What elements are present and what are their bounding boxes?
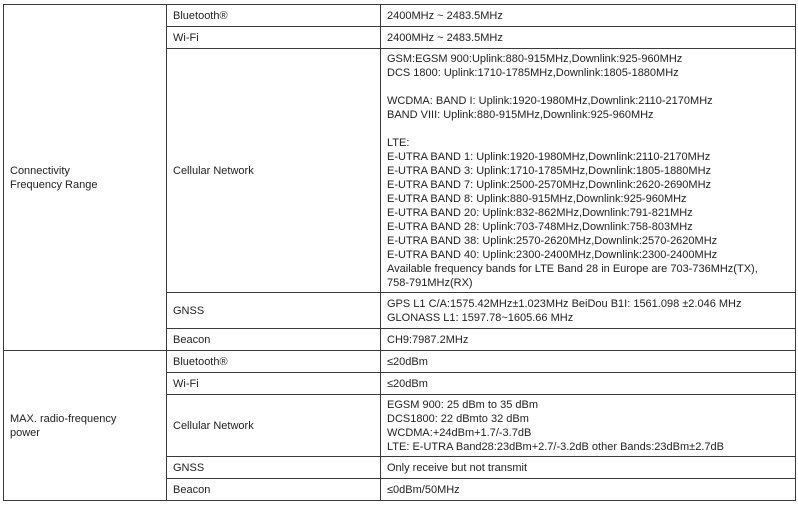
value-line: E-UTRA BAND 40: Uplink:2300-2400MHz,Downlink:2300-2400MHz (387, 248, 718, 261)
value-line: ≤20dBm (387, 377, 428, 390)
value-line: E-UTRA BAND 38: Uplink:2570-2620MHz,Downlink:2570-2620MHz (387, 234, 718, 247)
category-cell (4, 5, 167, 351)
category-label: Frequency Range (10, 178, 98, 191)
value-line: WCDMA: BAND I: Uplink:1920-1980MHz,Downlink:2110-2170MHz (387, 94, 713, 107)
item-label: GNSS (167, 293, 381, 329)
spec-row (4, 351, 796, 373)
item-label: Bluetooth® (167, 351, 381, 373)
item-label: Wi-Fi (167, 27, 381, 49)
value-line: GPS L1 C/A:1575.42MHz±1.023MHz BeiDou B1I: 1561.098 ±2.046 MHz (387, 297, 742, 310)
item-value (381, 329, 796, 351)
value-line: Available frequency bands for LTE Band 28 in Europe are 703-736MHz(TX), (387, 262, 758, 275)
value-line: GSM:EGSM 900:Uplink:880-915MHz,Downlink:925-960MHz (387, 52, 683, 65)
item-value (381, 479, 796, 501)
value-line: BAND VIII: Uplink:880-915MHz,Downlink:925-960MHz (387, 108, 654, 121)
value-line: LTE: E-UTRA Band28:23dBm+2.7/-3.2dB other Bands:23dBm±2.7dB (387, 440, 724, 453)
item-label: Bluetooth® (167, 5, 381, 27)
value-line: ≤0dBm/50MHz (387, 483, 460, 496)
item-value (381, 351, 796, 373)
value-line: E-UTRA BAND 1: Uplink:1920-1980MHz,Downlink:2110-2170MHz (387, 150, 711, 163)
spec-table (3, 4, 796, 501)
item-value (381, 457, 796, 479)
category-label: MAX. radio-frequency (10, 412, 117, 425)
item-value (381, 5, 796, 27)
value-line: EGSM 900: 25 dBm to 35 dBm (387, 398, 539, 411)
value-line: GLONASS L1: 1597.78~1605.66 MHz (387, 311, 574, 324)
item-label: Cellular Network (167, 395, 381, 457)
value-line: CH9:7987.2MHz (387, 333, 469, 346)
item-label: Cellular Network (167, 49, 381, 293)
value-line: 758-791MHz(RX) (387, 276, 473, 289)
value-line: 2400MHz ~ 2483.5MHz (387, 9, 503, 22)
blank-line (387, 122, 789, 136)
category-cell (4, 351, 167, 501)
item-label: GNSS (167, 457, 381, 479)
value-line: DCS1800: 22 dBmto 32 dBm (387, 412, 529, 425)
item-label: Beacon (167, 479, 381, 501)
value-line: E-UTRA BAND 20: Uplink:832-862MHz,Downlink:791-821MHz (387, 206, 693, 219)
item-value (381, 395, 796, 457)
value-line: E-UTRA BAND 8: Uplink:880-915MHz,Downlink:925-960MHz (387, 192, 687, 205)
item-value (381, 27, 796, 49)
value-line: E-UTRA BAND 28: Uplink:703-748MHz,Downlink:758-803MHz (387, 220, 693, 233)
value-line: Only receive but not transmit (387, 461, 528, 474)
value-line: ≤20dBm (387, 355, 428, 368)
value-line: 2400MHz ~ 2483.5MHz (387, 31, 503, 44)
value-line: E-UTRA BAND 7: Uplink:2500-2570MHz,Downlink:2620-2690MHz (387, 178, 712, 191)
value-line: DCS 1800: Uplink:1710-1785MHz,Downlink:1805-1880MHz (387, 66, 679, 79)
item-label: Wi-Fi (167, 373, 381, 395)
item-value (381, 373, 796, 395)
spec-row (4, 5, 796, 27)
value-line: E-UTRA BAND 3: Uplink:1710-1785MHz,Downlink:1805-1880MHz (387, 164, 712, 177)
item-label: Beacon (167, 329, 381, 351)
value-line: WCDMA:+24dBm+1.7/-3.7dB (387, 426, 532, 439)
category-label: Connectivity (10, 164, 70, 177)
value-line: LTE: (387, 136, 410, 149)
item-value (381, 49, 796, 293)
blank-line (387, 80, 789, 94)
item-value (381, 293, 796, 329)
category-label: power (10, 426, 40, 439)
